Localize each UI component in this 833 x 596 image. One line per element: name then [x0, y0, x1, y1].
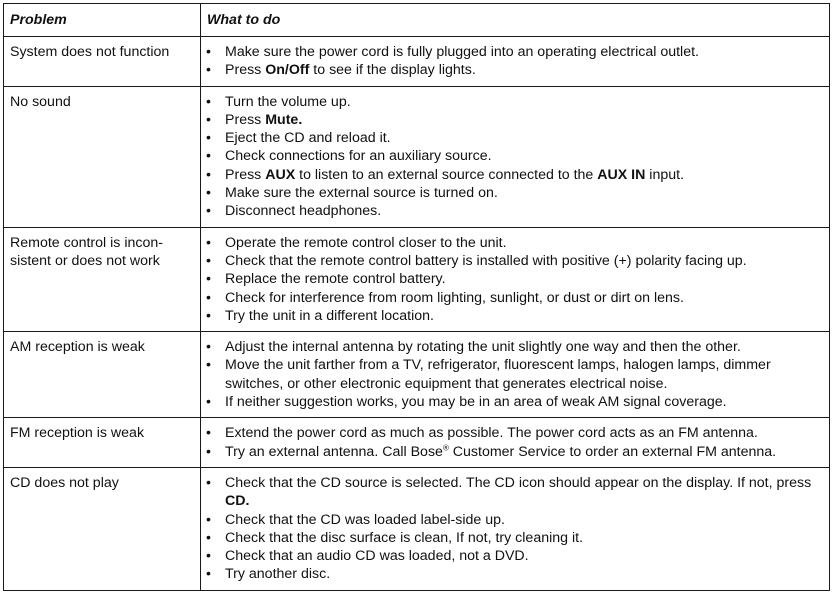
solution-text: Check that the CD source is selected. The CD icon should appear on the display. If not, press	[225, 474, 812, 491]
solution-text: to see if the display lights.	[309, 62, 476, 79]
solution-item	[201, 289, 821, 307]
solution-item	[201, 270, 821, 288]
solution-cell	[201, 418, 830, 468]
solution-item	[201, 234, 821, 252]
bold-term: CD.	[225, 493, 250, 510]
solution-cell	[201, 37, 830, 87]
problem-text: CD does not play	[10, 474, 119, 491]
problem-text: System does not function	[10, 44, 170, 60]
solution-item	[201, 565, 821, 583]
solution-text: Make sure the external source is turned on.	[225, 185, 498, 202]
solution-text: input.	[645, 166, 685, 183]
solution-text: Check that the disc surface is clean, If not, try cleaning it.	[225, 529, 584, 546]
solution-text: Make sure the power cord is fully plugged into an operating electrical outlet.	[225, 44, 699, 60]
solution-text: Disconnect headphones.	[225, 203, 382, 220]
solution-list	[201, 332, 829, 417]
solution-item	[201, 129, 821, 147]
solution-list	[201, 228, 829, 331]
solution-cell	[201, 332, 830, 418]
bold-term: AUX IN	[597, 166, 646, 183]
solution-text: Check connections for an auxiliary source.	[225, 148, 492, 165]
solution-text: Adjust the internal antenna by rotating the unit slightly one way and then the other.	[225, 339, 741, 356]
solution-item	[201, 252, 821, 270]
problem-cell	[4, 86, 201, 227]
solution-text: Press	[225, 62, 266, 79]
solution-cell	[201, 86, 830, 227]
problem-text: No sound	[10, 93, 71, 110]
problem-cell	[4, 332, 201, 418]
problem-cell	[4, 418, 201, 468]
problem-cell	[4, 467, 201, 590]
solution-cell	[201, 227, 830, 331]
table-body	[4, 37, 830, 591]
solution-item	[201, 93, 821, 111]
solution-text: Turn the volume up.	[225, 93, 351, 110]
table-row	[4, 332, 830, 418]
solution-item	[201, 547, 821, 565]
solution-item	[201, 511, 821, 529]
solution-text: Try an external antenna. Call Bose	[225, 443, 443, 460]
solution-text: Extend the power cord as much as possible. The power cord acts as an FM antenna.	[225, 425, 758, 442]
table-row	[4, 227, 830, 331]
solution-text: to listen to an external source connected to the	[295, 166, 598, 183]
solution-text: Try the unit in a different location.	[225, 307, 434, 324]
troubleshooting-table	[3, 3, 830, 591]
table-row	[4, 418, 830, 468]
solution-text: Check that an audio CD was loaded, not a DVD.	[225, 548, 529, 565]
solution-item	[201, 202, 821, 220]
solution-text: Customer Service to order an external FM antenna.	[448, 443, 777, 460]
bold-term: Mute.	[265, 111, 303, 128]
what-to-do-column-header: What to do	[201, 4, 830, 37]
problem-text: Remote control is incon- sistent or does not work	[10, 234, 163, 269]
solution-item	[201, 529, 821, 547]
solution-text: Press	[225, 166, 266, 183]
table-row	[4, 37, 830, 87]
solution-text: Check for interference from room lighting, sunlight, or dust or dirt on lens.	[225, 289, 684, 306]
registered-mark: ®	[442, 442, 449, 452]
solution-text: Replace the remote control battery.	[225, 271, 446, 288]
solution-text: Eject the CD and reload it.	[225, 130, 391, 147]
bold-term: AUX	[265, 166, 296, 183]
solution-item	[201, 111, 821, 129]
solution-list	[201, 37, 829, 86]
problem-cell	[4, 37, 201, 87]
table-row	[4, 467, 830, 590]
solution-cell	[201, 467, 830, 590]
solution-item	[201, 184, 821, 202]
solution-list	[201, 87, 829, 227]
solution-item	[201, 424, 821, 442]
problem-cell	[4, 227, 201, 331]
solution-text: Move the unit farther from a TV, refrigerator, fluorescent lamps, halogen lamps, dimmer switches, or other electronic equipment that generates electrical noise.	[225, 357, 771, 392]
solution-list	[201, 468, 829, 590]
solution-item	[201, 393, 821, 411]
solution-text: Try another disc.	[225, 566, 331, 583]
bold-term: On/Off	[265, 62, 310, 79]
solution-item	[201, 61, 821, 79]
solution-text: Operate the remote control closer to the unit.	[225, 234, 507, 251]
problem-text: FM reception is weak	[10, 425, 145, 442]
solution-item	[201, 474, 821, 511]
solution-item	[201, 43, 821, 61]
solution-item	[201, 147, 821, 165]
solution-text: If neither suggestion works, you may be in an area of weak AM signal coverage.	[225, 394, 727, 411]
table-row	[4, 86, 830, 227]
solution-item	[201, 443, 821, 461]
solution-text: Check that the CD was loaded label-side up.	[225, 511, 505, 528]
header-row	[4, 4, 830, 37]
solution-list	[201, 418, 829, 467]
solution-text: Press	[225, 111, 266, 128]
problem-text: AM reception is weak	[10, 339, 145, 356]
solution-item	[201, 166, 821, 184]
solution-text: Check that the remote control battery is installed with positive (+) polarity facing up.	[225, 252, 747, 269]
solution-item	[201, 307, 821, 325]
problem-column-header: Problem	[4, 4, 201, 37]
solution-item	[201, 338, 821, 356]
solution-item	[201, 356, 821, 393]
